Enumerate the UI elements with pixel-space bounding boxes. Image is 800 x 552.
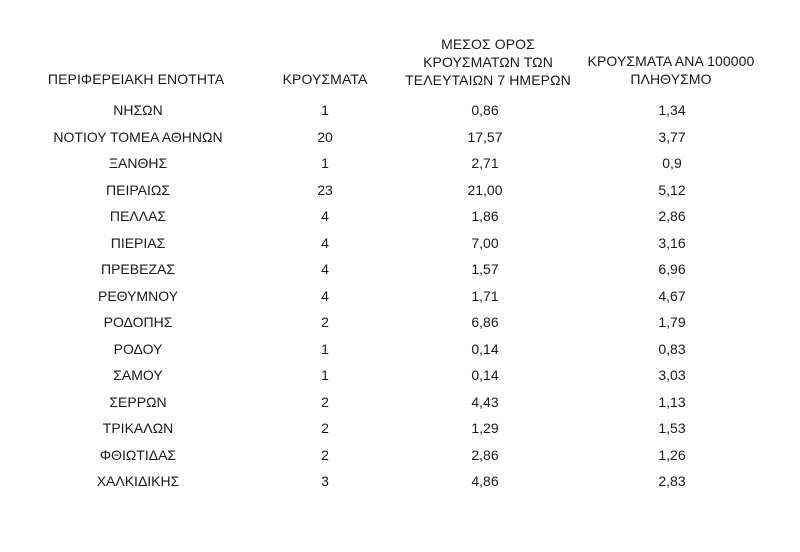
cell-cases-per-100000: 0,9 (662, 155, 682, 171)
cell-cases: 2 (321, 420, 329, 436)
table-row (0, 97, 800, 123)
header-avg-line-1: ΜΕΣΟΣ ΟΡΟΣ (441, 36, 535, 52)
cell-cases: 20 (317, 128, 333, 145)
cell-seven-day-average: 2,71 (471, 155, 499, 171)
cell-cases: 2 (321, 314, 329, 330)
cell-cases-per-100000: 1,79 (658, 314, 686, 330)
cell-cases: 23 (317, 181, 333, 198)
cell-cases: 4 (321, 261, 329, 277)
cell-seven-day-average: 1,29 (471, 420, 499, 436)
table-row (0, 415, 800, 441)
cell-seven-day-average: 17,57 (467, 128, 503, 145)
cell-region: ΤΡΙΚΑΛΩΝ (102, 420, 174, 436)
cell-region: ΡΕΘΥΜΝΟΥ (97, 287, 178, 304)
cell-cases: 1 (321, 367, 329, 383)
cell-region: ΧΑΛΚΙΔΙΚΗΣ (96, 473, 180, 489)
cell-cases: 3 (321, 473, 329, 489)
cell-region: ΡΟΔΟΥ (113, 340, 163, 357)
cell-seven-day-average: 2,86 (471, 446, 499, 463)
cell-cases: 1 (321, 102, 329, 118)
header-avg-line-2: ΚΡΟΥΣΜΑΤΩΝ ΤΩΝ (423, 54, 553, 70)
cell-region: ΞΑΝΘΗΣ (108, 155, 168, 171)
header-region (18, 70, 254, 88)
cell-cases-per-100000: 1,53 (658, 420, 686, 436)
cell-region: ΠΡΕΒΕΖΑΣ (100, 261, 175, 277)
table-row (0, 256, 800, 282)
header-cases-text: ΚΡΟΥΣΜΑΤΑ (282, 71, 368, 87)
table-row (0, 203, 800, 229)
cell-cases: 1 (321, 155, 329, 171)
table-row (0, 362, 800, 388)
cell-cases-per-100000: 2,86 (658, 208, 686, 224)
cell-seven-day-average: 0,14 (471, 340, 499, 357)
cell-region: ΣΑΜΟΥ (113, 367, 163, 383)
cell-cases-per-100000: 4,67 (658, 287, 686, 304)
cell-cases-per-100000: 2,83 (658, 473, 686, 489)
cell-region: ΠΕΛΛΑΣ (109, 208, 167, 224)
header-per-line-1: ΚΡΟΥΣΜΑΤΑ ΑΝΑ 100000 (587, 53, 755, 69)
cell-cases: 2 (321, 446, 329, 463)
cell-cases: 1 (321, 340, 329, 357)
cell-region: ΣΕΡΡΩΝ (109, 393, 167, 410)
cell-cases-per-100000: 3,77 (658, 128, 686, 145)
table-row (0, 230, 800, 256)
header-region-text: ΠΕΡΙΦΕΡΕΙΑΚΗ ΕΝΟΤΗΤΑ (47, 71, 225, 87)
header-cases-per-100000 (578, 52, 764, 88)
table-row (0, 150, 800, 176)
header-per-line-2: ΠΛΗΘΥΣΜΟ (630, 71, 712, 87)
cell-region: ΡΟΔΟΠΗΣ (103, 314, 173, 330)
cell-seven-day-average: 1,86 (471, 208, 499, 224)
cell-cases-per-100000: 6,96 (658, 261, 686, 277)
cell-seven-day-average: 1,57 (471, 261, 499, 277)
cell-seven-day-average: 6,86 (471, 314, 499, 330)
cell-region: ΠΙΕΡΙΑΣ (110, 234, 166, 251)
cell-cases-per-100000: 5,12 (658, 181, 686, 198)
table-row (0, 124, 800, 150)
cell-cases-per-100000: 1,26 (658, 446, 686, 463)
cell-region: ΦΘΙΩΤΙΔΑΣ (99, 446, 177, 463)
header-seven-day-average (388, 35, 588, 89)
cell-seven-day-average: 4,86 (471, 473, 499, 489)
table-row (0, 442, 800, 468)
cell-cases-per-100000: 3,03 (658, 367, 686, 383)
cell-seven-day-average: 0,14 (471, 367, 499, 383)
cell-seven-day-average: 21,00 (467, 181, 503, 198)
table-row (0, 389, 800, 415)
cell-seven-day-average: 1,71 (471, 287, 499, 304)
cell-cases-per-100000: 1,13 (658, 393, 686, 410)
table-row (0, 309, 800, 335)
cell-cases: 4 (321, 287, 329, 304)
table-row (0, 468, 800, 494)
header-cases (270, 70, 380, 88)
header-avg-line-3: ΤΕΛΕΥΤΑΙΩΝ 7 ΗΜΕΡΩΝ (405, 72, 571, 88)
cell-cases: 4 (321, 208, 329, 224)
cell-seven-day-average: 4,43 (471, 393, 499, 410)
cell-seven-day-average: 7,00 (471, 234, 499, 251)
cell-cases: 2 (321, 393, 329, 410)
table-row (0, 336, 800, 362)
cell-cases-per-100000: 0,83 (658, 340, 686, 357)
cell-cases-per-100000: 1,34 (658, 102, 686, 118)
table-row (0, 283, 800, 309)
cell-seven-day-average: 0,86 (471, 102, 499, 118)
cell-cases: 4 (321, 234, 329, 251)
cell-cases-per-100000: 3,16 (658, 234, 686, 251)
table-row (0, 177, 800, 203)
cell-region: ΠΕΙΡΑΙΩΣ (106, 181, 170, 198)
cell-region: ΝΗΣΩΝ (113, 102, 163, 118)
cell-region: ΝΟΤΙΟΥ ΤΟΜΕΑ ΑΘΗΝΩΝ (53, 128, 223, 145)
